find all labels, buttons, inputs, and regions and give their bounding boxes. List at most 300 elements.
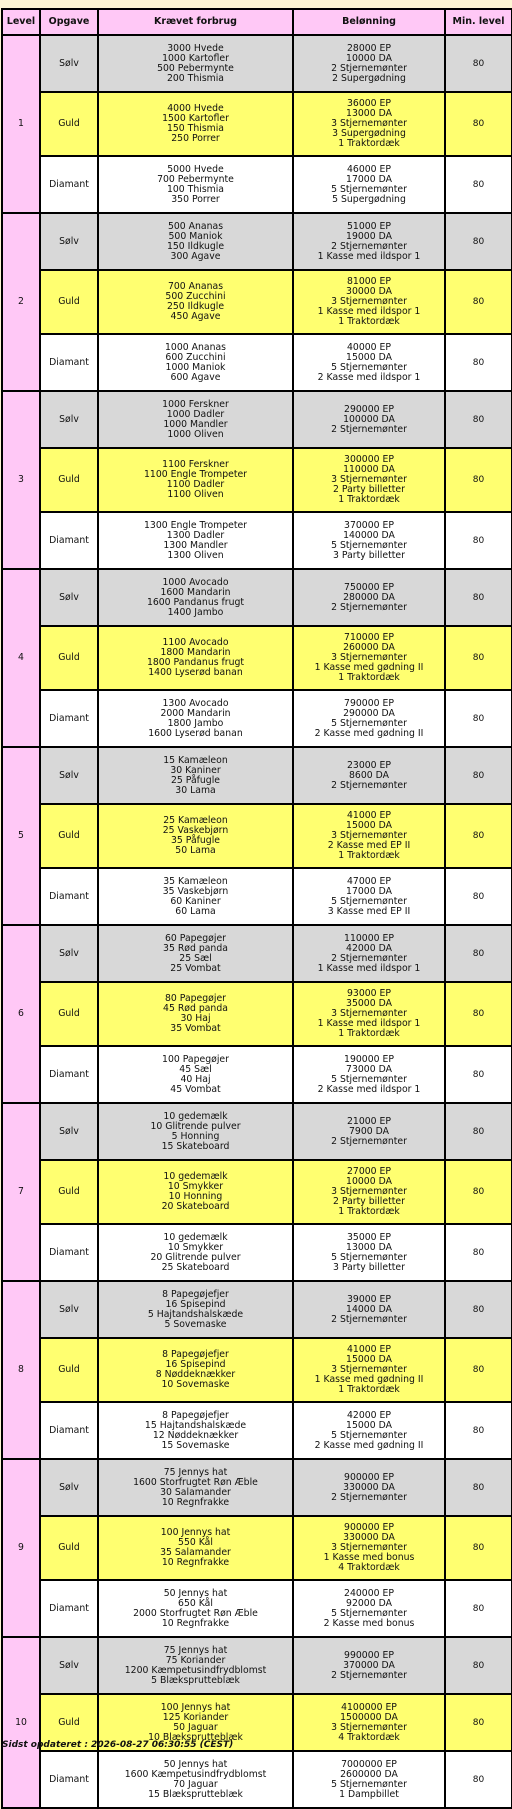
required-item: 500 Ananas: [167, 220, 224, 232]
required-item: 75 Koriander: [165, 1654, 226, 1666]
task-type-cell: Diamant: [40, 1402, 98, 1459]
table-row: [2, 1160, 512, 1224]
task-type-cell: Sølv: [40, 391, 98, 448]
required-item: 35 Kamæleon: [163, 875, 228, 887]
required-item: 125 Koriander: [162, 1711, 229, 1723]
task-type-cell: Guld: [40, 1694, 98, 1751]
reward-item: 2 Kasse med EP II: [327, 840, 411, 851]
required-item: 10 Smykker: [167, 1241, 224, 1253]
task-type-cell: Sølv: [40, 1637, 98, 1694]
reward-item: 100000 DA: [343, 413, 395, 425]
reward-cell: [293, 92, 445, 156]
required-item: 35 Vombat: [170, 1023, 221, 1034]
required-item: 20 Skateboard: [161, 1201, 230, 1212]
required-item: 25 Kamæleon: [163, 815, 228, 826]
reward-item: 4 Traktordæk: [338, 1731, 400, 1743]
reward-item: 17000 DA: [346, 885, 392, 897]
reward-item: 790000 EP: [344, 697, 394, 709]
task-type-cell: Diamant: [40, 156, 98, 213]
level-cell: 3: [2, 391, 40, 569]
task-type-cell: Sølv: [40, 569, 98, 626]
required-item: 1000 Maniok: [165, 361, 226, 373]
min-level-cell: 80: [445, 391, 512, 448]
table-row: [2, 569, 512, 626]
header-min-level: Min. level: [445, 9, 512, 35]
required-cell: [98, 35, 293, 92]
min-level-cell: 80: [445, 804, 512, 868]
task-type-cell: Diamant: [40, 1580, 98, 1637]
required-cell: [98, 92, 293, 156]
required-item: 600 Agave: [170, 371, 221, 383]
reward-cell: [293, 1281, 445, 1338]
reward-item: 2 Stjernemønter: [331, 1491, 407, 1503]
required-item: 80 Papegøjer: [164, 993, 226, 1004]
reward-item: 2 Stjernemønter: [331, 779, 407, 791]
required-item: 25 Vaskebjørn: [162, 825, 229, 836]
reward-item: 3 Party billetter: [333, 549, 405, 561]
reward-item: 15000 DA: [346, 351, 392, 363]
reward-cell: [293, 868, 445, 925]
reward-item: 13000 DA: [346, 1241, 392, 1253]
task-type-cell: Guld: [40, 92, 98, 156]
required-cell: [98, 213, 293, 270]
required-item: 25 Påfugle: [170, 774, 221, 786]
required-item: 75 Jennys hat: [163, 1466, 228, 1478]
table-row: [2, 1281, 512, 1338]
required-item: 10 Honning: [168, 1191, 223, 1202]
required-item: 25 Sæl: [179, 952, 212, 964]
min-level-cell: 80: [445, 270, 512, 334]
required-item: 1300 Oliven: [167, 549, 224, 561]
level-cell: 10: [2, 1637, 40, 1808]
required-cell: [98, 1046, 293, 1103]
required-cell: [98, 747, 293, 804]
required-item: 60 Kaniner: [170, 895, 221, 907]
reward-cell: [293, 747, 445, 804]
reward-item: 2 Stjernemønter: [331, 62, 407, 74]
reward-cell: [293, 1046, 445, 1103]
table-row: [2, 1580, 512, 1637]
required-item: 12 Nøddeknækker: [152, 1429, 239, 1441]
required-item: 5 Sovemaske: [164, 1318, 227, 1330]
task-type-cell: Sølv: [40, 35, 98, 92]
min-level-cell: 80: [445, 213, 512, 270]
required-item: 45 Vombat: [170, 1083, 221, 1095]
required-cell: [98, 868, 293, 925]
required-cell: [98, 1751, 293, 1808]
table-row: [2, 690, 512, 747]
reward-item: 3 Party billetter: [333, 1261, 405, 1273]
min-level-cell: 80: [445, 626, 512, 690]
reward-item: 1 Kasse med ildspor 1: [317, 306, 421, 317]
table-body: [2, 35, 512, 1808]
reward-item: 290000 DA: [343, 707, 395, 719]
header-required: Krævet forbrug: [98, 9, 293, 35]
reward-item: 1 Traktordæk: [338, 850, 400, 861]
reward-item: 3 Stjernemønter: [331, 1008, 407, 1019]
reward-cell: [293, 334, 445, 391]
required-item: 5 Blæksprutteblæk: [151, 1674, 240, 1686]
min-level-cell: 80: [445, 569, 512, 626]
reward-item: 10000 DA: [346, 52, 392, 64]
reward-cell: [293, 690, 445, 747]
required-item: 60 Lama: [175, 905, 216, 917]
required-cell: [98, 1338, 293, 1402]
reward-item: 5 Stjernemønter: [331, 1073, 407, 1085]
min-level-cell: 80: [445, 1338, 512, 1402]
task-type-cell: Diamant: [40, 1751, 98, 1808]
required-cell: [98, 270, 293, 334]
reward-item: 4 Traktordæk: [338, 1562, 400, 1573]
required-item: 10 Smykker: [167, 1181, 224, 1192]
required-item: 1000 Ferskner: [162, 398, 229, 410]
reward-cell: [293, 1637, 445, 1694]
reward-item: 10000 DA: [346, 1176, 392, 1187]
reward-item: 73000 DA: [346, 1063, 392, 1075]
reward-item: 8600 DA: [349, 769, 389, 781]
task-type-cell: Sølv: [40, 747, 98, 804]
reward-item: 17000 DA: [346, 173, 392, 185]
event-table: [1, 8, 512, 1809]
last-updated: Sidst opdateret : 2026-08-27 06:30:55 (CEST): [2, 1740, 234, 1750]
min-level-cell: 80: [445, 92, 512, 156]
reward-item: 1 Traktordæk: [338, 1206, 400, 1217]
required-item: 35 Rød panda: [163, 942, 228, 954]
reward-item: 1 Kasse med ildspor 1: [317, 1018, 421, 1029]
required-item: 1200 Kæmpetusindfrydblomst: [124, 1664, 267, 1676]
required-item: 1600 Kæmpetusindfrydblomst: [124, 1768, 267, 1780]
required-item: 1300 Avocado: [162, 697, 229, 709]
required-item: 1300 Engle Trompeter: [143, 519, 248, 531]
reward-item: 240000 EP: [344, 1587, 394, 1599]
reward-item: 110000 EP: [344, 932, 394, 944]
task-type-cell: Guld: [40, 804, 98, 868]
required-cell: [98, 1459, 293, 1516]
required-item: 1600 Storfrugtet Røn Æble: [133, 1476, 258, 1488]
required-item: 1000 Kartofler: [162, 52, 229, 64]
reward-item: 190000 EP: [344, 1053, 394, 1065]
reward-item: 13000 DA: [346, 108, 392, 119]
table-row: [2, 982, 512, 1046]
reward-cell: [293, 1580, 445, 1637]
required-item: 50 Jennys hat: [163, 1758, 228, 1770]
reward-item: 5 Stjernemønter: [331, 361, 407, 373]
reward-item: 2600000 DA: [340, 1768, 398, 1780]
reward-cell: [293, 1224, 445, 1281]
required-item: 100 Jennys hat: [160, 1527, 231, 1538]
task-type-cell: Diamant: [40, 1224, 98, 1281]
required-item: 100 Thismia: [166, 183, 225, 195]
reward-item: 1 Kasse med bonus: [323, 1552, 415, 1563]
min-level-cell: 80: [445, 1281, 512, 1338]
level-cell: 1: [2, 35, 40, 213]
reward-cell: [293, 626, 445, 690]
task-type-cell: Guld: [40, 270, 98, 334]
required-item: 100 Jennys hat: [160, 1701, 231, 1713]
task-type-cell: Guld: [40, 982, 98, 1046]
required-item: 45 Rød panda: [163, 1003, 228, 1014]
required-item: 1300 Dadler: [166, 529, 225, 541]
required-item: 250 Ildkugle: [166, 301, 225, 312]
reward-item: 300000 EP: [344, 454, 394, 465]
required-cell: [98, 690, 293, 747]
required-item: 150 Thismia: [166, 123, 225, 134]
required-item: 1400 Lyserød banan: [148, 667, 243, 678]
table-row: [2, 512, 512, 569]
reward-item: 41000 EP: [346, 810, 391, 821]
required-cell: [98, 925, 293, 982]
reward-item: 3 Supergødning: [332, 128, 406, 139]
reward-item: 5 Stjernemønter: [331, 1607, 407, 1619]
required-item: 10 Sovemaske: [161, 1379, 230, 1390]
reward-item: 81000 EP: [346, 276, 391, 287]
required-item: 15 Kamæleon: [163, 754, 228, 766]
required-item: 8 Papegøjefjer: [162, 1349, 229, 1360]
reward-cell: [293, 35, 445, 92]
task-type-cell: Sølv: [40, 1103, 98, 1160]
required-item: 70 Jaguar: [173, 1778, 218, 1790]
reward-item: 41000 EP: [346, 1344, 391, 1355]
required-item: 15 Blæksprutteblæk: [148, 1788, 243, 1800]
table-row: [2, 92, 512, 156]
min-level-cell: 80: [445, 334, 512, 391]
required-item: 1500 Kartofler: [162, 113, 229, 124]
header-reward: Belønning: [293, 9, 445, 35]
required-item: 16 Spisepind: [165, 1298, 226, 1310]
required-item: 40 Haj: [180, 1073, 211, 1085]
reward-item: 1 Traktordæk: [338, 316, 400, 327]
required-item: 1800 Pandanus frugt: [146, 657, 245, 668]
min-level-cell: 80: [445, 868, 512, 925]
required-cell: [98, 1281, 293, 1338]
level-cell: 2: [2, 213, 40, 391]
required-item: 500 Zucchini: [165, 291, 226, 302]
required-cell: [98, 804, 293, 868]
reward-item: 4100000 EP: [341, 1701, 397, 1713]
reward-item: 2 Party billetter: [333, 1196, 405, 1207]
required-item: 50 Jaguar: [173, 1721, 218, 1733]
required-item: 20 Glitrende pulver: [150, 1251, 241, 1263]
level-cell: 5: [2, 747, 40, 925]
reward-cell: [293, 982, 445, 1046]
required-cell: [98, 1516, 293, 1580]
reward-item: 3 Stjernemønter: [331, 1364, 407, 1375]
reward-item: 19000 DA: [346, 230, 392, 242]
reward-cell: [293, 1459, 445, 1516]
required-item: 100 Papegøjer: [162, 1053, 229, 1065]
required-cell: [98, 569, 293, 626]
reward-item: 5 Stjernemønter: [331, 717, 407, 729]
required-item: 10 Regnfrakke: [161, 1557, 230, 1568]
required-cell: [98, 626, 293, 690]
required-item: 5000 Hvede: [167, 163, 224, 175]
required-item: 1100 Ferskner: [162, 459, 229, 470]
required-item: 50 Jennys hat: [163, 1587, 228, 1599]
reward-item: 2 Kasse med ildspor 1: [317, 371, 421, 383]
reward-item: 370000 DA: [343, 1659, 395, 1671]
task-type-cell: Sølv: [40, 925, 98, 982]
required-item: 10 gedemælk: [163, 1231, 228, 1243]
reward-item: 3 Stjernemønter: [331, 1542, 407, 1553]
reward-item: 30000 DA: [346, 286, 392, 297]
required-cell: [98, 1103, 293, 1160]
table-row: [2, 1338, 512, 1402]
reward-item: 15000 DA: [346, 1419, 392, 1431]
required-cell: [98, 448, 293, 512]
required-item: 700 Pebermynte: [157, 173, 234, 185]
reward-item: 1 Dampbillet: [339, 1788, 399, 1800]
reward-item: 3 Kasse med EP II: [327, 905, 411, 917]
reward-item: 14000 DA: [346, 1303, 392, 1315]
reward-item: 3 Stjernemønter: [331, 118, 407, 129]
reward-item: 3 Stjernemønter: [331, 830, 407, 841]
reward-item: 2 Stjernemønter: [331, 240, 407, 252]
required-item: 3000 Hvede: [167, 42, 224, 54]
table-row: [2, 1224, 512, 1281]
table-row: [2, 1516, 512, 1580]
min-level-cell: 80: [445, 35, 512, 92]
reward-item: 900000 EP: [344, 1522, 394, 1533]
task-type-cell: Sølv: [40, 1459, 98, 1516]
reward-item: 27000 EP: [346, 1166, 391, 1177]
reward-item: 110000 DA: [343, 464, 395, 475]
required-item: 8 Nøddeknækker: [155, 1369, 236, 1380]
task-type-cell: Guld: [40, 448, 98, 512]
reward-item: 3 Stjernemønter: [331, 652, 407, 663]
required-item: 10 Regnfrakke: [161, 1617, 230, 1629]
reward-cell: [293, 391, 445, 448]
task-type-cell: Guld: [40, 1516, 98, 1580]
reward-item: 1 Traktordæk: [338, 672, 400, 683]
required-item: 30 Kaniner: [170, 764, 221, 776]
reward-item: 2 Stjernemønter: [331, 952, 407, 964]
required-item: 150 Ildkugle: [166, 240, 225, 252]
header-row: [2, 9, 512, 35]
required-item: 15 Hajtandshalskæde: [144, 1419, 247, 1431]
min-level-cell: 80: [445, 1160, 512, 1224]
table-row: [2, 1402, 512, 1459]
reward-item: 51000 EP: [346, 220, 391, 232]
reward-item: 42000 DA: [346, 942, 392, 954]
reward-item: 5 Stjernemønter: [331, 183, 407, 195]
required-item: 5 Hajtandshalskæde: [147, 1308, 244, 1320]
reward-cell: [293, 1103, 445, 1160]
reward-item: 900000 EP: [344, 1471, 394, 1483]
required-item: 30 Haj: [180, 1013, 211, 1024]
reward-cell: [293, 925, 445, 982]
required-item: 1100 Oliven: [167, 489, 224, 500]
required-item: 1600 Lyserød banan: [148, 727, 243, 739]
task-type-cell: Guld: [40, 1338, 98, 1402]
min-level-cell: 80: [445, 448, 512, 512]
reward-item: 280000 DA: [343, 591, 395, 603]
reward-item: 260000 DA: [343, 642, 395, 653]
task-type-cell: Guld: [40, 1160, 98, 1224]
reward-item: 15000 DA: [346, 820, 392, 831]
reward-item: 2 Stjernemønter: [331, 1669, 407, 1681]
required-item: 1100 Dadler: [166, 479, 225, 490]
reward-item: 47000 EP: [346, 875, 391, 887]
required-item: 25 Vombat: [170, 962, 221, 974]
min-level-cell: 80: [445, 1046, 512, 1103]
required-item: 1800 Mandarin: [160, 647, 231, 658]
min-level-cell: 80: [445, 1103, 512, 1160]
required-item: 2000 Mandarin: [160, 707, 231, 719]
reward-item: 5 Supergødning: [332, 193, 406, 205]
required-item: 350 Porrer: [171, 193, 220, 205]
table-row: [2, 334, 512, 391]
level-cell: 8: [2, 1281, 40, 1459]
reward-item: 40000 EP: [346, 341, 391, 353]
min-level-cell: 80: [445, 1637, 512, 1694]
reward-item: 1 Traktordæk: [338, 1384, 400, 1395]
min-level-cell: 80: [445, 747, 512, 804]
reward-item: 3 Stjernemønter: [331, 474, 407, 485]
required-item: 650 Kål: [178, 1597, 213, 1609]
header-level: Level: [2, 9, 40, 35]
required-item: 30 Salamander: [160, 1486, 231, 1498]
reward-item: 1 Kasse med ildspor 1: [317, 250, 421, 262]
reward-item: 3 Stjernemønter: [331, 1721, 407, 1733]
table-row: [2, 1637, 512, 1694]
reward-item: 2 Stjernemønter: [331, 1135, 407, 1147]
reward-item: 15000 DA: [346, 1354, 392, 1365]
reward-cell: [293, 270, 445, 334]
reward-item: 330000 DA: [343, 1481, 395, 1493]
table-row: [2, 1751, 512, 1808]
table-row: [2, 156, 512, 213]
min-level-cell: 80: [445, 690, 512, 747]
reward-item: 2 Party billetter: [333, 484, 405, 495]
required-item: 35 Vaskebjørn: [162, 885, 229, 897]
reward-item: 750000 EP: [344, 581, 394, 593]
task-type-cell: Diamant: [40, 690, 98, 747]
reward-cell: [293, 213, 445, 270]
required-item: 50 Lama: [175, 845, 216, 856]
table-row: [2, 213, 512, 270]
reward-item: 2 Kasse med bonus: [323, 1617, 415, 1629]
task-type-cell: Sølv: [40, 1281, 98, 1338]
reward-item: 7900 DA: [349, 1125, 389, 1137]
required-cell: [98, 1402, 293, 1459]
required-item: 200 Thismia: [166, 72, 225, 84]
reward-item: 3 Stjernemønter: [331, 1186, 407, 1197]
table-row: [2, 804, 512, 868]
reward-item: 5 Stjernemønter: [331, 539, 407, 551]
required-item: 5 Honning: [171, 1130, 220, 1142]
required-item: 60 Papegøjer: [164, 932, 226, 944]
reward-item: 1500000 DA: [340, 1711, 398, 1723]
required-item: 35 Påfugle: [170, 835, 221, 846]
reward-cell: [293, 1751, 445, 1808]
required-item: 16 Spisepind: [165, 1359, 226, 1370]
required-cell: [98, 512, 293, 569]
reward-item: 46000 EP: [346, 163, 391, 175]
required-item: 300 Agave: [170, 250, 221, 262]
table-row: [2, 925, 512, 982]
reward-cell: [293, 1516, 445, 1580]
task-type-cell: Sølv: [40, 213, 98, 270]
reward-item: 93000 EP: [346, 988, 391, 999]
required-item: 1000 Mandler: [163, 418, 228, 430]
task-type-cell: Diamant: [40, 1046, 98, 1103]
reward-cell: [293, 1402, 445, 1459]
reward-item: 2 Stjernemønter: [331, 1313, 407, 1325]
reward-item: 330000 DA: [343, 1532, 395, 1543]
reward-item: 3 Stjernemønter: [331, 296, 407, 307]
required-item: 550 Kål: [178, 1537, 213, 1548]
reward-item: 990000 EP: [344, 1649, 394, 1661]
